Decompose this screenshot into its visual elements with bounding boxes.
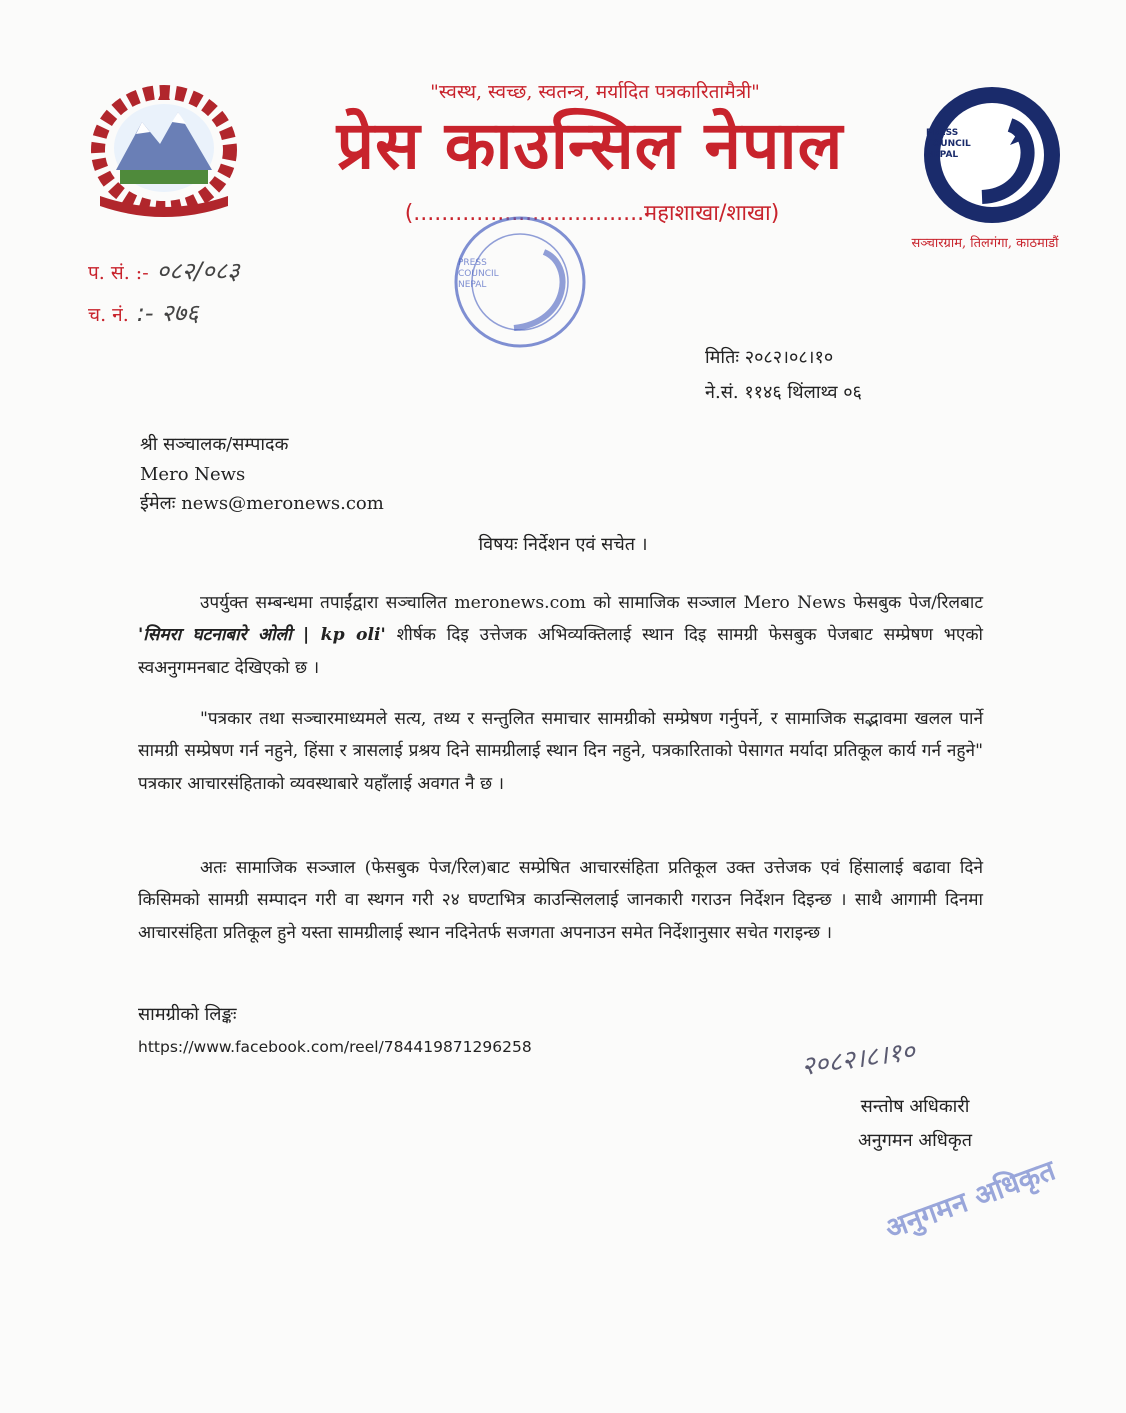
links-label: सामग्रीको लिङ्कः — [138, 1004, 237, 1025]
ref-pa-sa-label: प. सं. :- — [88, 262, 149, 284]
signer-block — [815, 1090, 1015, 1158]
ref-pa-sa — [88, 254, 240, 287]
recipient-name: Mero News — [140, 463, 246, 485]
nepal-emblem-icon — [80, 78, 248, 218]
signature-scribble: २०८२।८।१० — [799, 1036, 917, 1083]
recipient-email-label: ईमेलः — [140, 493, 176, 515]
designation-stamp: अनुगमन अधिकृत — [880, 1153, 1060, 1246]
ref-cha-na — [88, 296, 199, 329]
recipient-block — [140, 430, 640, 519]
logo-text: PRESS COUNCIL NEPAL — [926, 128, 971, 160]
p1-part1: उपर्युक्त सम्बन्धमा तपाईंद्वारा सञ्चालित meronews.com को सामाजिक सञ्जाल Mero News फेसबुक पेज/रिलबाट — [200, 593, 983, 613]
recipient-title: श्री सञ्चालक/सम्पादक — [140, 434, 289, 455]
body-paragraph-1 — [138, 587, 983, 684]
branch-line: (.................................महाशाखा/शाखा) — [404, 201, 780, 226]
ref-cha-na-value: :- २७६ — [136, 299, 199, 327]
address: सञ्चारग्राम, तिलगंगा, काठमाडौं — [911, 236, 1059, 251]
date-nepal-sambat: ने.सं. ११४६ थिंलाथ्व ०६ — [705, 382, 862, 404]
org-name: प्रेस काउन्सिल नेपाल — [336, 107, 844, 184]
recipient-email-line — [140, 489, 640, 519]
tagline: "स्वस्थ, स्वच्छ, स्वतन्त्र, मर्यादित पत्रकारितामैत्री" — [430, 81, 760, 103]
signer-name: सन्तोष अधिकारी — [860, 1096, 970, 1117]
date-miti: मितिः २०८२।०८।१० — [705, 347, 834, 368]
signer-designation: अनुगमन अधिकृत — [858, 1130, 972, 1152]
date-block — [705, 340, 965, 410]
subject: विषयः निर्देशन एवं सचेत । — [478, 534, 648, 555]
ref-pa-sa-value: ०८२/०८३ — [156, 257, 240, 285]
p1-part2: शीर्षक दिइ उत्तेजक अभिव्यक्तिलाई स्थान दिइ सामग्री फेसबुक पेजबाट सम्प्रेषण भएको स्वअनुगमनबाट देखिएको छ । — [138, 625, 983, 678]
p1-title: 'सिमरा घटनाबारे ओली | kp oli' — [138, 625, 386, 646]
ref-cha-na-label: च. नं. — [88, 304, 129, 326]
body-paragraph-3: अतः सामाजिक सञ्जाल (फेसबुक पेज/रिल)बाट सम्प्रेषित आचारसंहिता प्रतिकूल उक्त उत्तेजक एवं हिंसालाई बढावा दिने किसिमको सामग्री सम्पादन गरी वा स्थगन गरी २४ घण्टाभित्र काउन्सिललाई जानकारी गराउन निर्देशन दिइन्छ । साथै आगामी दिनमा आचारसंहिता प्रतिकूल हुने यस्ता सामग्रीलाई स्थान नदिनेतर्फ सजगता अपनाउन समेत निर्देशानुसार सचेत गराइन्छ । — [138, 858, 983, 943]
stamp-text: PRESS COUNCIL NEPAL — [458, 258, 499, 290]
recipient-email: news@meronews.com — [181, 493, 384, 515]
link-url[interactable]: https://www.facebook.com/reel/784419871296258 — [138, 1038, 532, 1056]
body-paragraph-2: "पत्रकार तथा सञ्चारमाध्यमले सत्य, तथ्य र सन्तुलित समाचार सामग्रीको सम्प्रेषण गर्नुपर्ने, र सामाजिक सद्भावमा खलल पार्ने सामग्री सम्प्रेषण गर्न नहुने, हिंसा र त्रासलाई प्रश्रय दिने सामग्रीलाई स्थान दिन नहुने, पत्रकारिताको पेसागत मर्यादा प्रतिकूल कार्य गर्न नहुने" पत्रकार आचारसंहिताको व्यवस्थाबारे यहाँलाई अवगत नै छ । — [138, 709, 983, 794]
